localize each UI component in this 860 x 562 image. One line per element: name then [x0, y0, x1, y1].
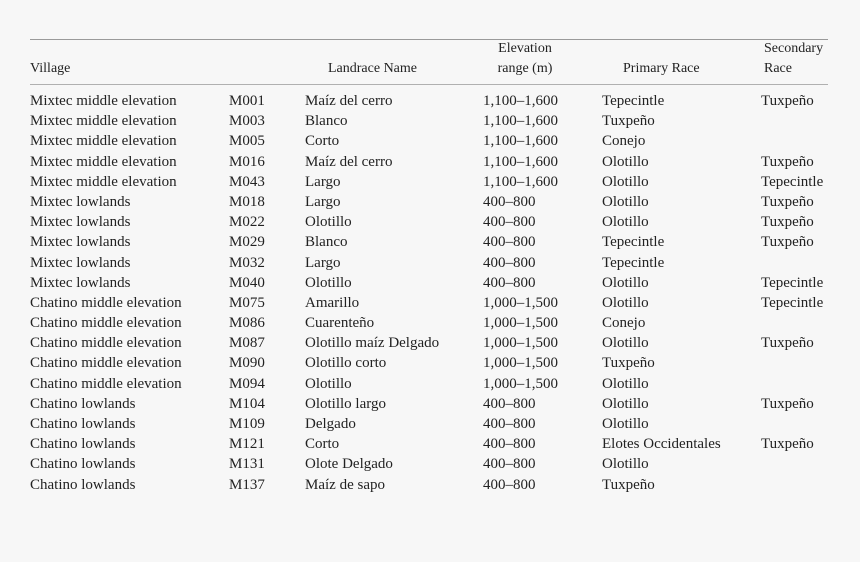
village-cell: Chatino lowlands	[30, 395, 136, 412]
landrace-name-cell: Blanco	[305, 234, 348, 251]
table-row	[0, 374, 860, 394]
table-row	[0, 111, 860, 131]
village-cell: Mixtec middle elevation	[30, 133, 177, 150]
landrace-name-cell: Corto	[305, 436, 340, 453]
header-elevation-line1: Elevation	[498, 41, 552, 56]
accession-cell: M131	[229, 456, 265, 473]
elevation-cell: 1,100–1,600	[483, 153, 558, 170]
header-landrace-name	[328, 59, 417, 79]
village-cell: Chatino middle elevation	[30, 315, 182, 332]
secondary-race-cell: Tuxpeño	[761, 234, 814, 251]
secondary-race-cell: Tuxpeño	[761, 395, 814, 412]
landrace-name-cell: Largo	[305, 254, 341, 271]
header-primary-race-label: Primary Race	[623, 61, 700, 76]
elevation-cell: 1,100–1,600	[483, 113, 558, 130]
primary-race-cell: Olotillo	[602, 395, 649, 412]
landrace-name-cell: Maíz del cerro	[305, 153, 393, 170]
table-row	[0, 434, 860, 454]
secondary-race-cell: Tuxpeño	[761, 335, 814, 352]
landrace-name-cell: Largo	[305, 173, 341, 190]
header-secondary-line2: Race	[764, 61, 792, 76]
primary-race-cell: Olotillo	[602, 173, 649, 190]
table-row	[0, 172, 860, 192]
table-row	[0, 313, 860, 333]
table-row	[0, 232, 860, 252]
village-cell: Chatino lowlands	[30, 476, 136, 493]
primary-race-cell: Elotes Occidentales	[602, 436, 721, 453]
primary-race-cell: Tuxpeño	[602, 476, 655, 493]
table-row	[0, 192, 860, 212]
secondary-race-cell: Tuxpeño	[761, 153, 814, 170]
accession-cell: M109	[229, 416, 265, 432]
village-cell: Mixtec middle elevation	[30, 173, 177, 190]
elevation-cell: 400–800	[483, 254, 536, 271]
header-elevation-range	[494, 39, 556, 79]
header-rule	[30, 84, 828, 85]
primary-race-cell: Conejo	[602, 133, 646, 150]
table-row	[0, 333, 860, 353]
table-row	[0, 253, 860, 273]
accession-cell: M087	[229, 335, 265, 352]
accession-cell: M005	[229, 133, 265, 150]
primary-race-cell: Olotillo	[602, 335, 649, 352]
accession-cell: M029	[229, 234, 265, 251]
primary-race-cell: Tuxpeño	[602, 355, 655, 372]
table-row	[0, 131, 860, 151]
elevation-cell: 1,100–1,600	[483, 173, 558, 190]
village-cell: Chatino middle elevation	[30, 294, 182, 311]
elevation-cell: 1,100–1,600	[483, 133, 558, 150]
accession-cell: M075	[229, 294, 265, 311]
village-cell: Chatino lowlands	[30, 416, 136, 432]
primary-race-cell: Olotillo	[602, 193, 649, 210]
accession-cell: M016	[229, 153, 265, 170]
accession-cell: M086	[229, 315, 265, 332]
elevation-cell: 400–800	[483, 436, 536, 453]
elevation-cell: 400–800	[483, 476, 536, 493]
table-row	[0, 91, 860, 111]
primary-race-cell: Olotillo	[602, 294, 649, 311]
table-row	[0, 212, 860, 232]
landrace-name-cell: Olotillo largo	[305, 395, 386, 412]
accession-cell: M137	[229, 476, 265, 493]
village-cell: Mixtec lowlands	[30, 214, 131, 231]
elevation-cell: 1,100–1,600	[483, 93, 558, 109]
village-cell: Mixtec lowlands	[30, 274, 131, 291]
landrace-name-cell: Maíz de sapo	[305, 476, 385, 493]
village-cell: Chatino lowlands	[30, 456, 136, 473]
village-cell: Chatino middle elevation	[30, 355, 182, 372]
table-row	[0, 353, 860, 373]
header-village	[30, 59, 70, 79]
table-row	[0, 152, 860, 172]
village-cell: Mixtec middle elevation	[30, 113, 177, 130]
landrace-name-cell: Corto	[305, 133, 340, 150]
table-body	[0, 91, 860, 495]
secondary-race-cell: Tepecintle	[761, 294, 824, 311]
landrace-name-cell: Delgado	[305, 416, 356, 432]
village-cell: Mixtec lowlands	[30, 193, 131, 210]
primary-race-cell: Olotillo	[602, 274, 649, 291]
table-row	[0, 475, 860, 495]
table-top-rule	[30, 39, 828, 40]
landrace-name-cell: Maíz del cerro	[305, 93, 393, 109]
secondary-race-cell: Tepecintle	[761, 173, 824, 190]
landrace-name-cell: Cuarenteño	[305, 315, 375, 332]
accession-cell: M001	[229, 93, 265, 109]
primary-race-cell: Olotillo	[602, 456, 649, 473]
elevation-cell: 400–800	[483, 214, 536, 231]
header-secondary-line1: Secondary	[764, 41, 824, 56]
accession-cell: M121	[229, 436, 265, 453]
landrace-name-cell: Olotillo	[305, 274, 352, 291]
village-cell: Chatino lowlands	[30, 436, 136, 453]
landrace-name-cell: Blanco	[305, 113, 348, 130]
accession-cell: M018	[229, 193, 265, 210]
elevation-cell: 400–800	[483, 234, 536, 251]
accession-cell: M003	[229, 113, 265, 130]
village-cell: Mixtec middle elevation	[30, 153, 177, 170]
accession-cell: M022	[229, 214, 265, 231]
landrace-name-cell: Olotillo corto	[305, 355, 387, 372]
village-cell: Mixtec middle elevation	[30, 93, 177, 109]
landrace-name-cell: Amarillo	[305, 294, 360, 311]
table-row	[0, 293, 860, 313]
primary-race-cell: Tepecintle	[602, 93, 665, 109]
accession-cell: M094	[229, 375, 265, 392]
elevation-cell: 400–800	[483, 274, 536, 291]
elevation-cell: 1,000–1,500	[483, 375, 558, 392]
secondary-race-cell: Tuxpeño	[761, 214, 814, 231]
landrace-name-cell: Olotillo	[305, 214, 352, 231]
table-row	[0, 454, 860, 474]
landrace-name-cell: Olote Delgado	[305, 456, 393, 473]
secondary-race-cell: Tuxpeño	[761, 193, 814, 210]
primary-race-cell: Olotillo	[602, 214, 649, 231]
primary-race-cell: Olotillo	[602, 416, 649, 432]
elevation-cell: 1,000–1,500	[483, 335, 558, 352]
accession-cell: M040	[229, 274, 265, 291]
landrace-name-cell: Olotillo maíz Delgado	[305, 335, 440, 352]
elevation-cell: 400–800	[483, 456, 536, 473]
header-primary-race	[623, 59, 700, 79]
table-row	[0, 273, 860, 293]
elevation-cell: 400–800	[483, 395, 536, 412]
elevation-cell: 1,000–1,500	[483, 355, 558, 372]
village-cell: Chatino middle elevation	[30, 335, 182, 352]
primary-race-cell: Olotillo	[602, 153, 649, 170]
village-cell: Chatino middle elevation	[30, 375, 182, 392]
primary-race-cell: Tepecintle	[602, 254, 665, 271]
header-landrace-name-label: Landrace Name	[328, 61, 417, 76]
table-row	[0, 394, 860, 414]
header-elevation-line2: range (m)	[497, 61, 553, 76]
table-row	[0, 414, 860, 434]
secondary-race-cell: Tepecintle	[761, 274, 824, 291]
landrace-name-cell: Largo	[305, 193, 341, 210]
header-secondary-race	[764, 39, 823, 79]
secondary-race-cell: Tuxpeño	[761, 93, 814, 109]
elevation-cell: 1,000–1,500	[483, 315, 558, 332]
village-cell: Mixtec lowlands	[30, 234, 131, 251]
primary-race-cell: Conejo	[602, 315, 646, 332]
accession-cell: M043	[229, 173, 265, 190]
accession-cell: M090	[229, 355, 265, 372]
elevation-cell: 1,000–1,500	[483, 294, 558, 311]
village-cell: Mixtec lowlands	[30, 254, 131, 271]
accession-cell: M104	[229, 395, 265, 412]
header-village-label: Village	[30, 61, 71, 76]
accession-cell: M032	[229, 254, 265, 271]
primary-race-cell: Tuxpeño	[602, 113, 655, 130]
primary-race-cell: Tepecintle	[602, 234, 665, 251]
landrace-name-cell: Olotillo	[305, 375, 352, 392]
elevation-cell: 400–800	[483, 193, 536, 210]
secondary-race-cell: Tuxpeño	[761, 436, 814, 453]
elevation-cell: 400–800	[483, 416, 536, 432]
primary-race-cell: Olotillo	[602, 375, 649, 392]
